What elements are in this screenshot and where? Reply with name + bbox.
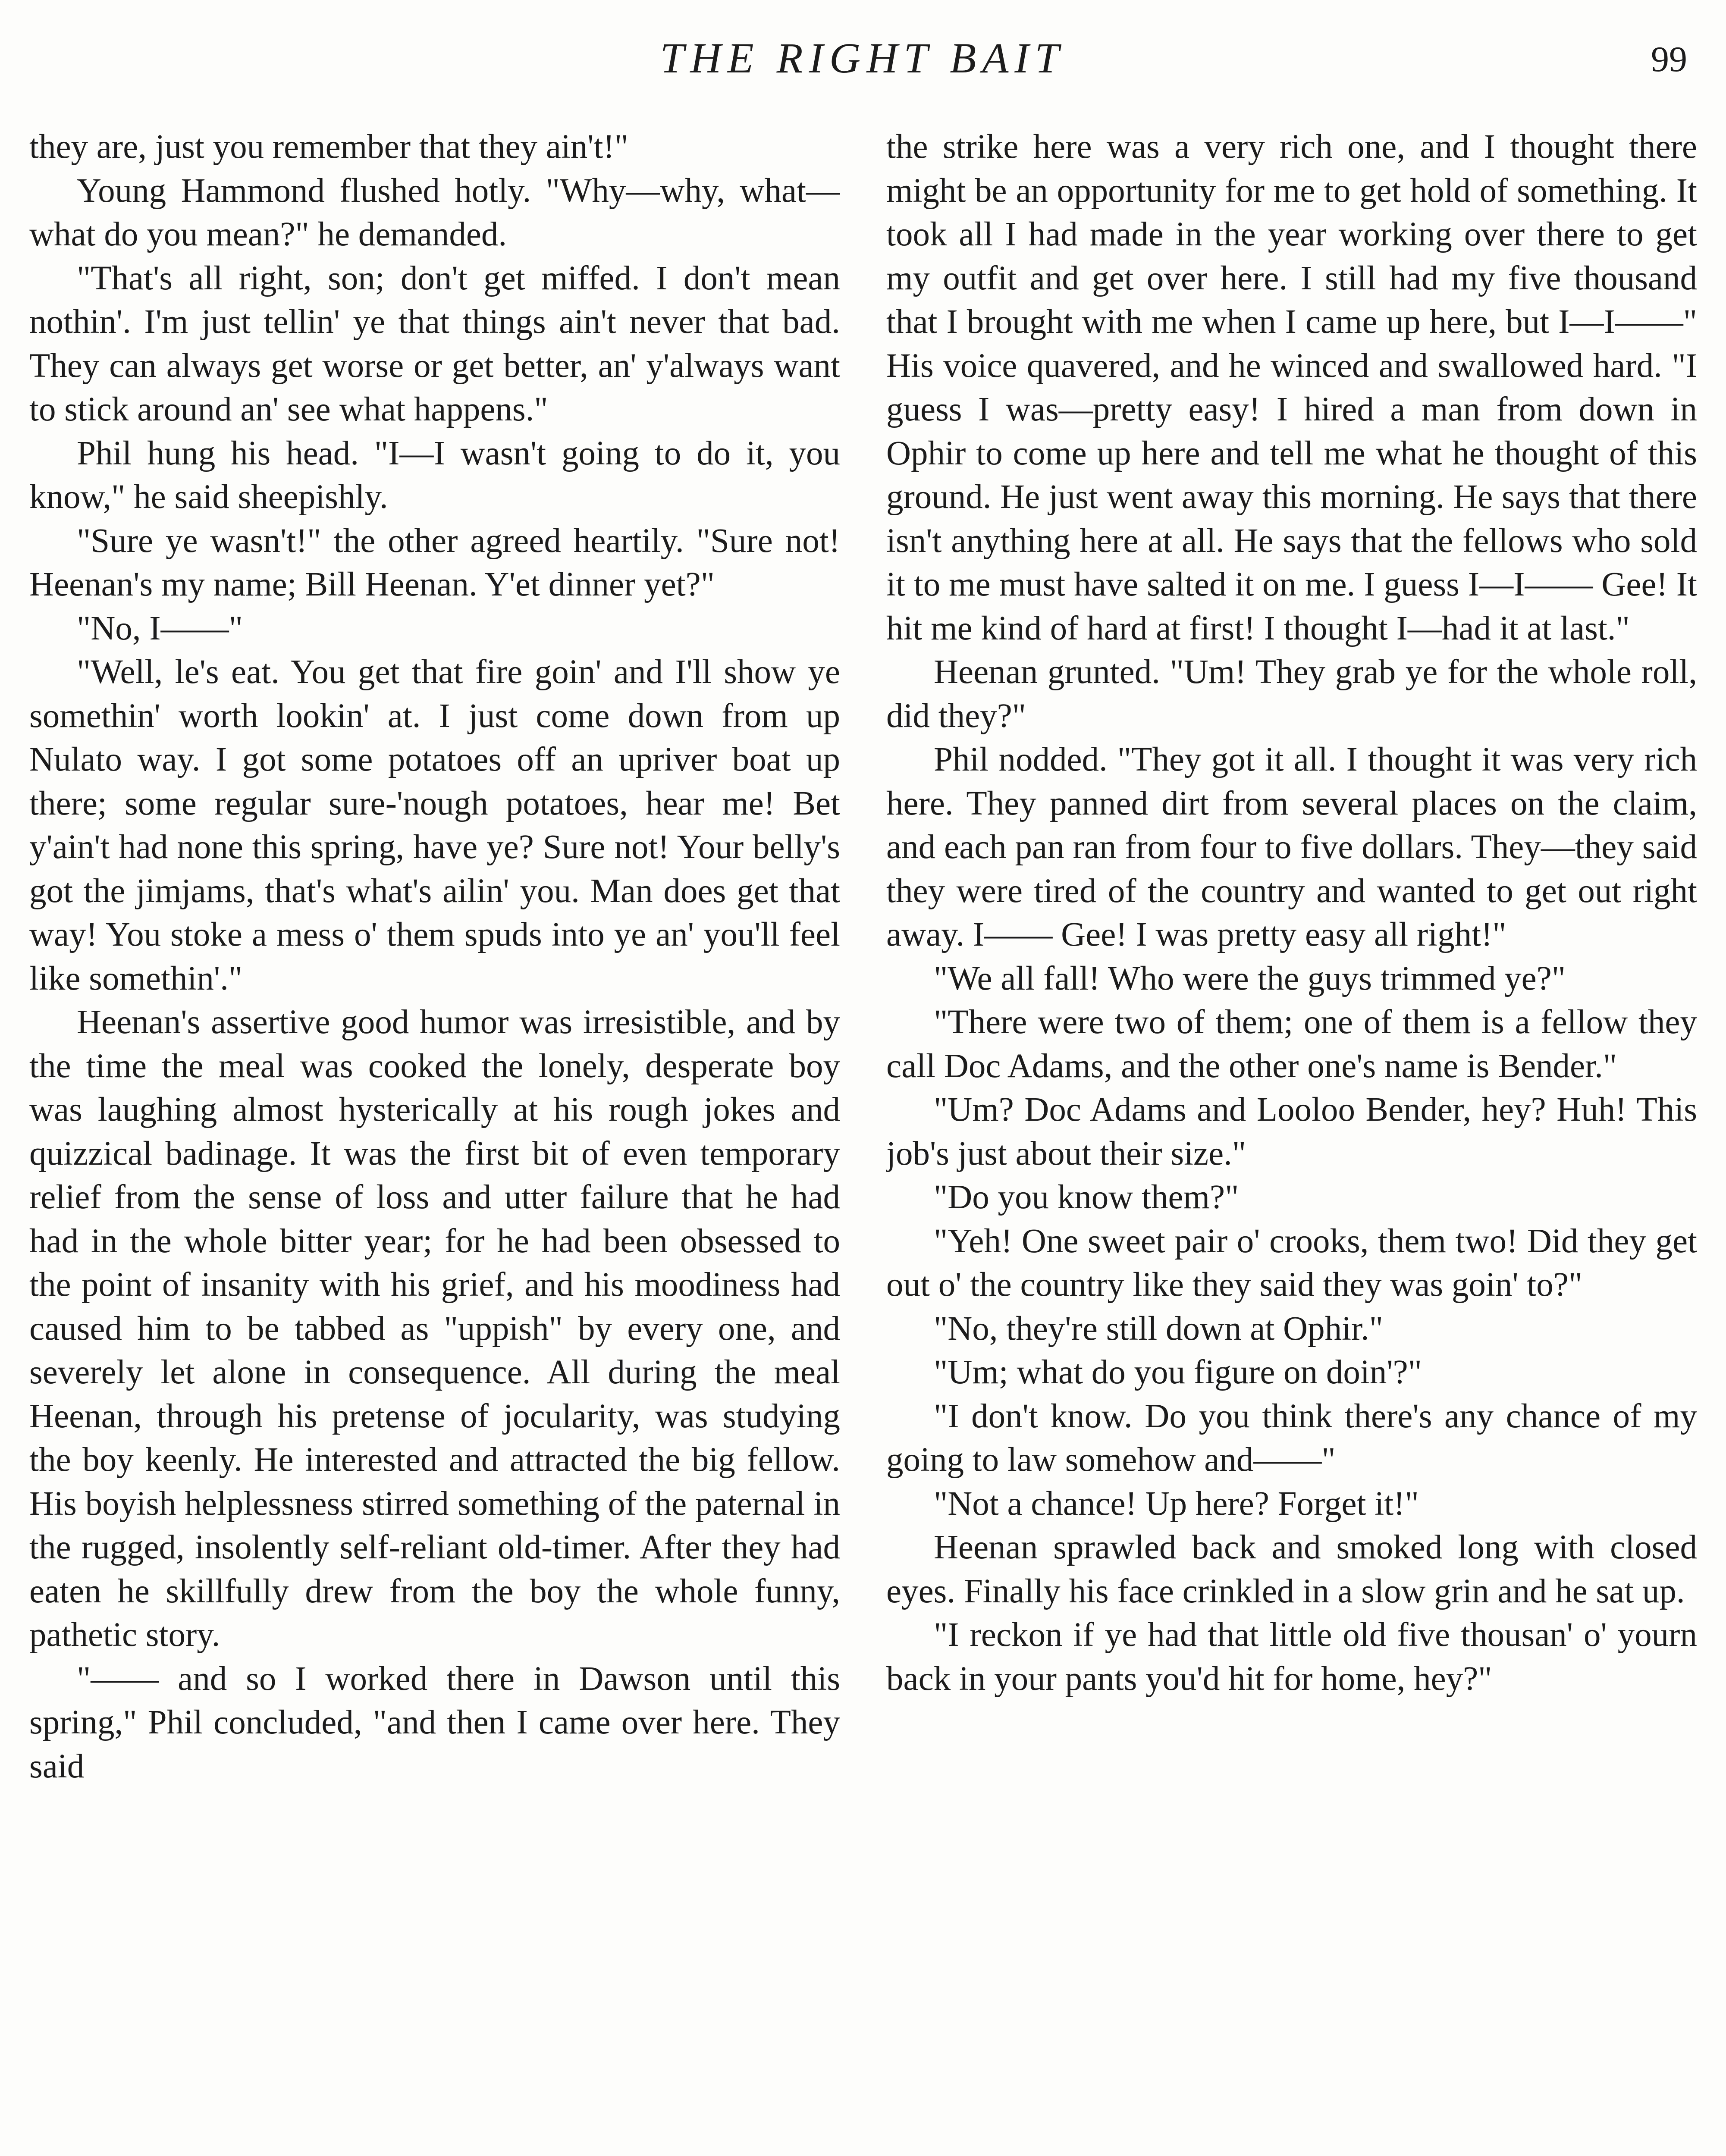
paragraph: "Yeh! One sweet pair o' crooks, them two! Did they get out o' the country like they said they was goin' to?" <box>886 1222 1697 1304</box>
paragraph: "Do you know them?" <box>934 1178 1239 1216</box>
paragraph: "That's all right, son; don't get miffed. I don't mean nothin'. I'm just tellin' ye that things ain't never that bad. They can always get worse or get better, an' y'always want to stick around an' see what happens." <box>29 259 840 428</box>
paragraph: "I don't know. Do you think there's any chance of my going to law somehow and——" <box>886 1397 1697 1479</box>
paragraph: "—— and so I worked there in Dawson until this spring," Phil concluded, "and then I came over here. They said <box>29 1660 840 1785</box>
paragraph: "Um? Doc Adams and Looloo Bender, hey? Huh! This job's just about their size." <box>886 1091 1697 1172</box>
paragraph: "I reckon if ye had that little old five thousan' o' yourn back in your pants you'd hit for home, hey?" <box>886 1616 1697 1698</box>
running-title: THE RIGHT BAIT <box>660 34 1065 82</box>
paragraph: Heenan sprawled back and smoked long with closed eyes. Finally his face crinkled in a slow grin and he sat up. <box>886 1529 1697 1610</box>
right-column <box>886 125 1697 2156</box>
page-number: 99 <box>1651 39 1687 79</box>
paragraph: "Not a chance! Up here? Forget it!" <box>934 1485 1419 1523</box>
paragraph: "We all fall! Who were the guys trimmed ye?" <box>934 959 1566 997</box>
paragraph: they are, just you remember that they ain't!" <box>29 128 629 166</box>
paragraph: "No, they're still down at Ophir." <box>934 1310 1383 1348</box>
paragraph: "No, I——" <box>77 609 243 647</box>
paragraph: "Well, le's eat. You get that fire goin' and I'll show ye somethin' worth lookin' at. I just come down from up Nulato way. I got some potatoes off an upriver boat up there; some regular sure-'nough potatoes, hear me! Bet y'ain't had none this spring, have ye? Sure not! Your belly's got the jimjams, that's what's ailin' you. Man does get that way! You stoke a mess o' them spuds into ye an' you'll feel like somethin'." <box>29 653 840 997</box>
paragraph: "There were two of them; one of them is a fellow they call Doc Adams, and the other one's name is Bender." <box>886 1003 1697 1085</box>
paragraph: "Um; what do you figure on doin'?" <box>934 1354 1422 1391</box>
paragraph: "Sure ye wasn't!" the other agreed heartily. "Sure not! Heenan's my name; Bill Heenan. Y'et dinner yet?" <box>29 522 840 603</box>
paragraph: the strike here was a very rich one, and I thought there might be an opportunity for me to get hold of something. It took all I had made in the year working over there to get my outfit and get over here. I still had my five thousand that I brought with me when I came up here, but I—I——" His voice quavered, and he winced and swallowed hard. "I guess I was—pretty easy! I hired a man from down in Ophir to come up here and tell me what he thought of this ground. He just went away this morning. He says that there isn't anything here at all. He says that the fellows who sold it to me must have salted it on me. I guess I—I—— Gee! It hit me kind of hard at first! I thought I—had it at last." <box>886 128 1697 647</box>
running-header <box>0 30 1726 95</box>
paragraph: Young Hammond flushed hotly. "Why—why, what—what do you mean?" he demanded. <box>29 172 840 253</box>
paragraph: Heenan grunted. "Um! They grab ye for the whole roll, did they?" <box>886 653 1697 735</box>
left-column <box>29 125 840 2156</box>
paragraph: Phil hung his head. "I—I wasn't going to do it, you know," he said sheepishly. <box>29 434 840 516</box>
paragraph: Heenan's assertive good humor was irresistible, and by the time the meal was cooked the lonely, desperate boy was laughing almost hysterically at his rough jokes and quizzical badinage. It was the first bit of even temporary relief from the sense of loss and utter failure that he had had in the whole bitter year; for he had been obsessed to the point of insanity with his grief, and his moodiness had caused him to be tabbed as "uppish" by every one, and severely let alone in consequence. All during the meal Heenan, through his pretense of jocularity, was studying the boy keenly. He interested and attracted the big fellow. His boyish helplessness stirred something of the paternal in the rugged, insolently self-reliant old-timer. After they had eaten he skillfully drew from the boy the whole funny, pathetic story. <box>29 1003 840 1654</box>
paragraph: Phil nodded. "They got it all. I thought it was very rich here. They panned dirt from several places on the claim, and each pan ran from four to five dollars. They—they said they were tired of the country and wanted to get out right away. I—— Gee! I was pretty easy all right!" <box>886 741 1697 953</box>
